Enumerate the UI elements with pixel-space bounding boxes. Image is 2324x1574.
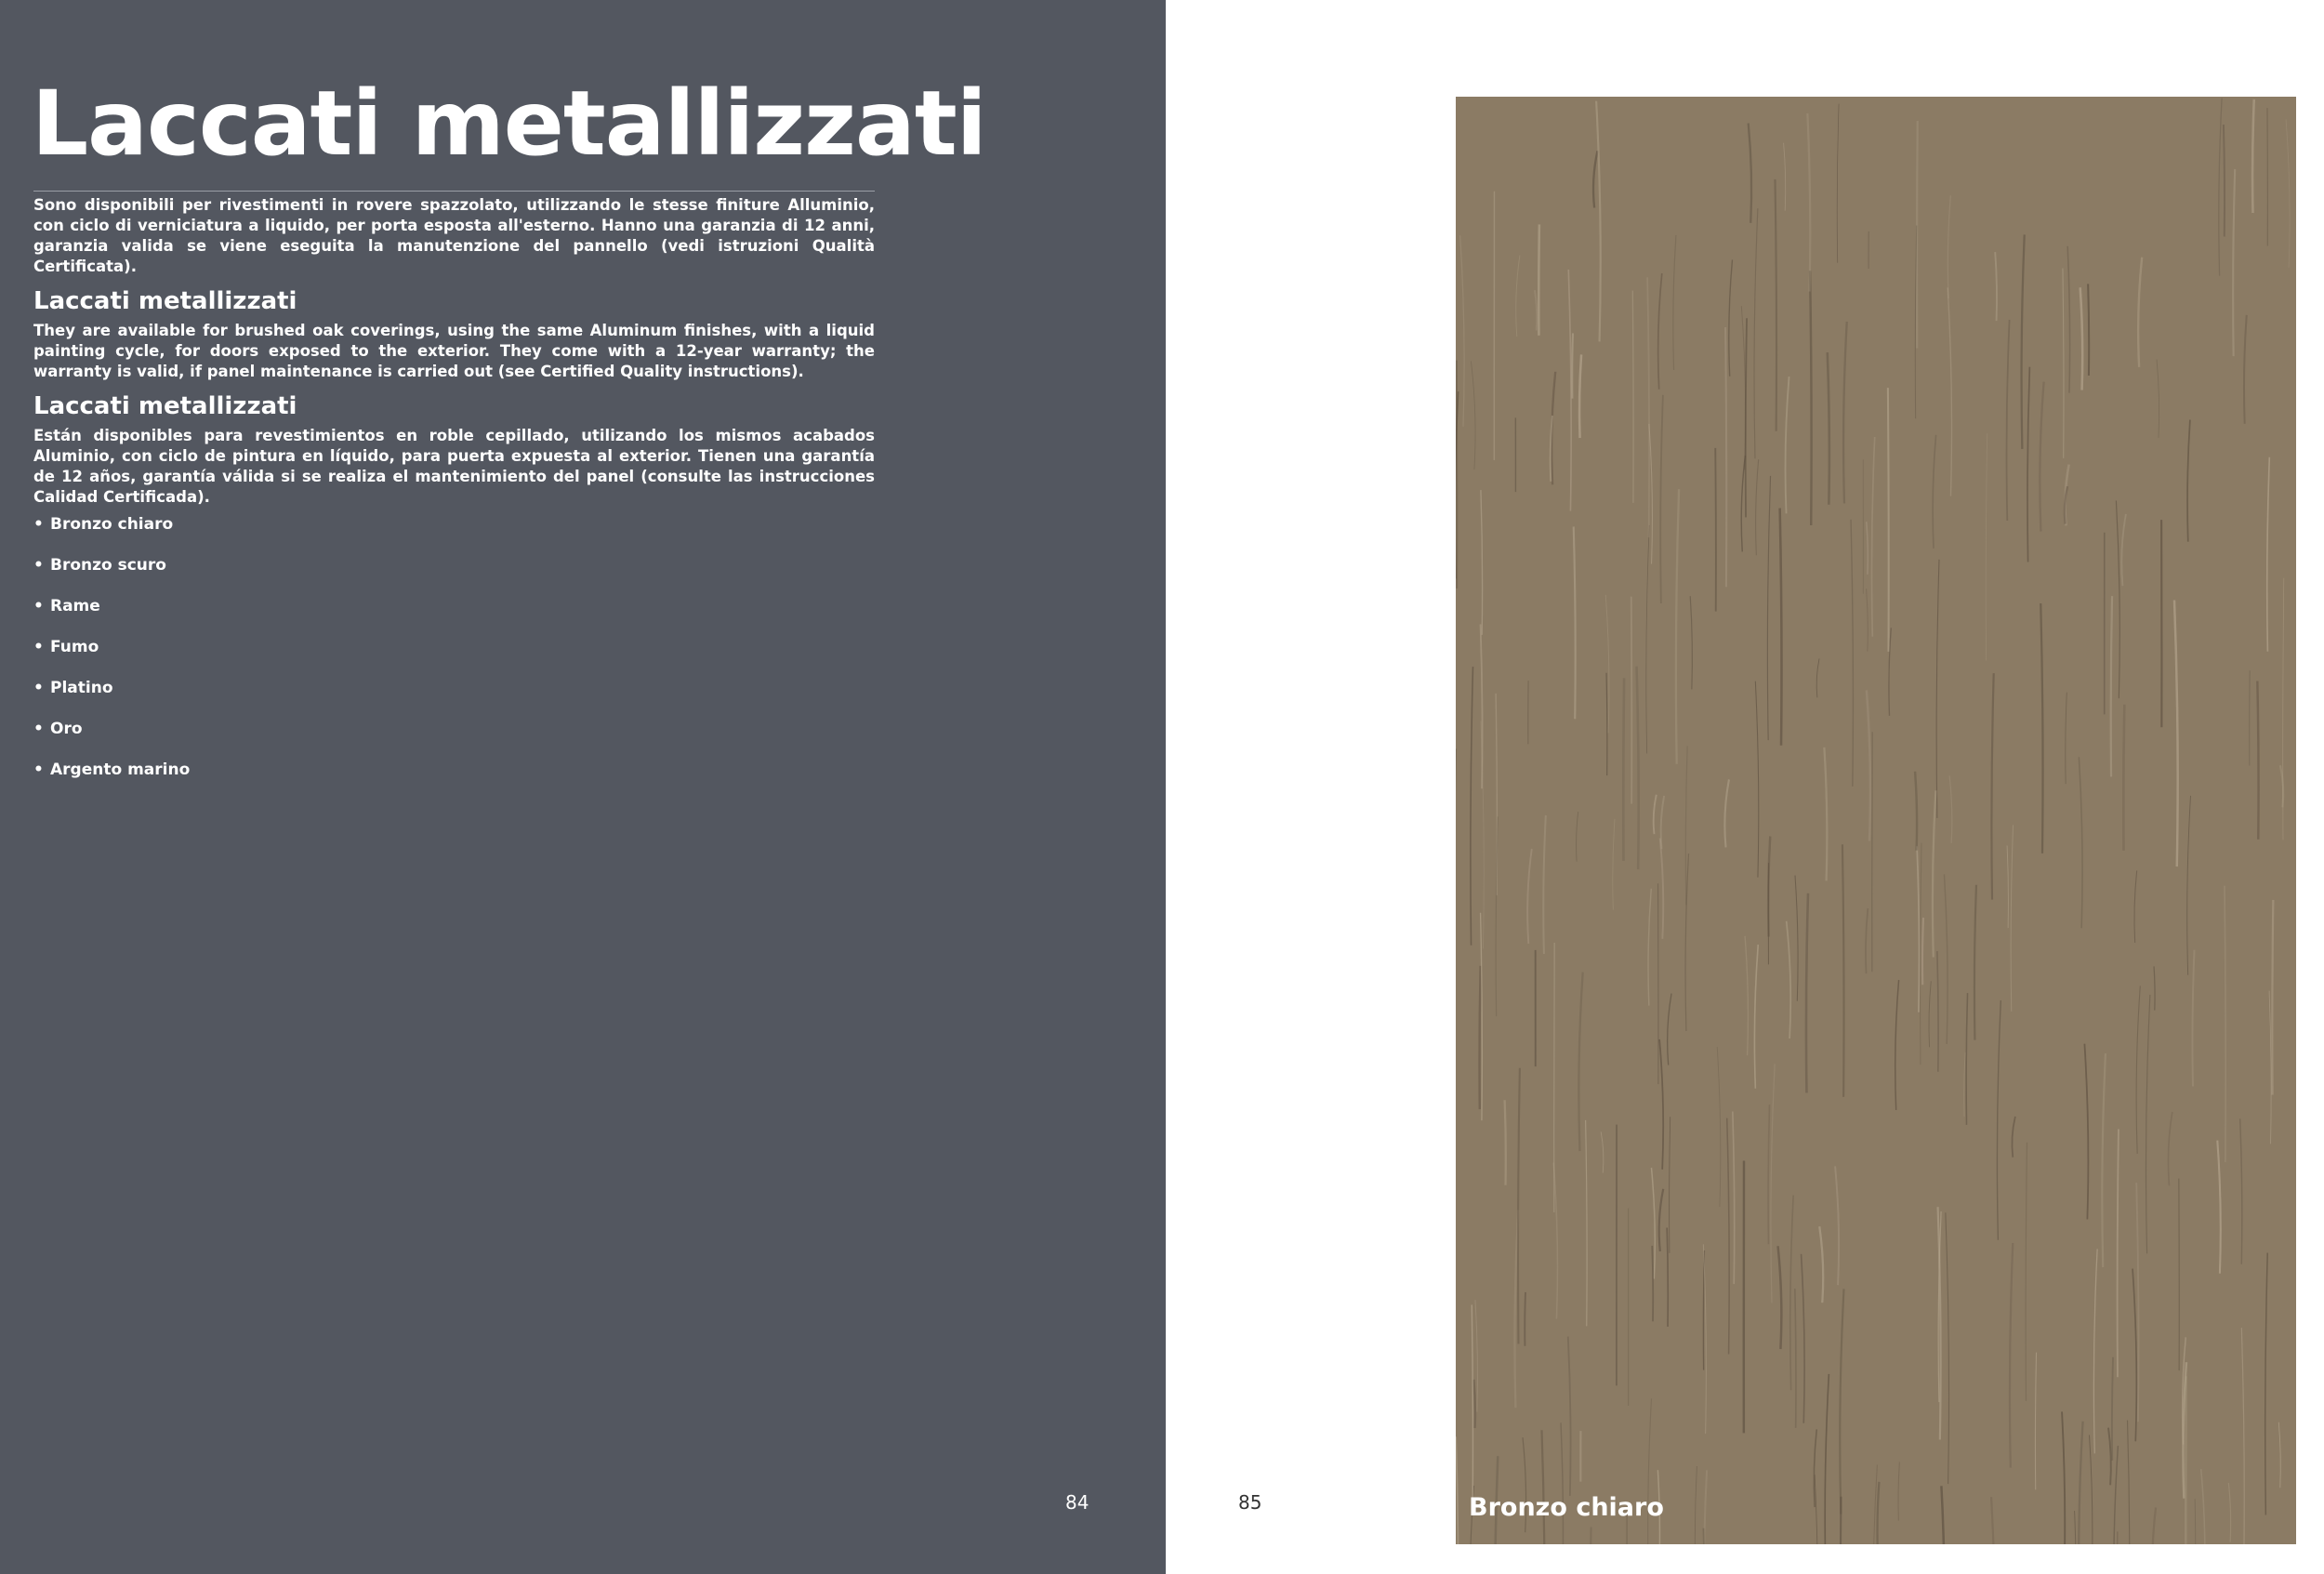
grain-streak [1471, 667, 1473, 946]
grain-streak [1786, 377, 1789, 513]
grain-streak [2067, 246, 2069, 393]
grain-streak [1516, 256, 1520, 337]
grain-streak [2040, 382, 2043, 532]
grain-streak [1667, 1228, 1668, 1327]
grain-streak [1933, 435, 1935, 549]
grain-streak [1946, 1212, 1949, 1484]
grain-streak [1964, 1052, 1965, 1117]
bullet-icon: • [33, 515, 44, 534]
grain-streak [1767, 476, 1770, 740]
grain-streak [1933, 790, 1936, 957]
grain-streak [2217, 1141, 2220, 1274]
grain-streak [2219, 99, 2222, 276]
text-english: They are available for brushed oak coverings, using the same Aluminum finishes, with a liquid painting cycle, for doors exposed to the exterior. They come with a 12-year warranty; the warranty is valid, if panel maintenance is carried out (see Certified Quality instructions). [33, 322, 875, 380]
grain-streak [2244, 315, 2247, 424]
grain-streak [1661, 796, 1665, 849]
grain-streak [1929, 981, 1931, 1047]
grain-streak [1806, 893, 1808, 1093]
grain-streak [2075, 1511, 2076, 1544]
grain-streak [1561, 1422, 1563, 1544]
grain-streak [1810, 271, 1812, 525]
grain-streak [1690, 596, 1692, 689]
grain-streak [1725, 327, 1726, 587]
grain-streak [1867, 690, 1870, 840]
grain-streak [1991, 673, 1993, 900]
grain-streak [1936, 560, 1939, 818]
list-item [33, 757, 190, 798]
grain-streak [2195, 1499, 2196, 1544]
grain-streak [1518, 1068, 1520, 1344]
text-spanish: Están disponibles para revestimientos en roble cepillado, utilizando los mismos acabados Aluminio, con ciclo de pintura en líquido, para puerta expuesta al exterior. Tienen una garantía de 12 años, garantía válida si se realiza el mantenimiento del panel (consulte las instrucciones Calidad Certificada). [33, 427, 875, 506]
grain-streak [1802, 1254, 1805, 1423]
grain-streak [1578, 972, 1582, 1151]
grain-streak [1632, 291, 1633, 503]
heading-english: Laccati metallizzati [33, 287, 297, 315]
grain-streak [1949, 775, 1952, 843]
grain-streak [1572, 333, 1573, 398]
grain-streak [1784, 143, 1786, 211]
grain-streak [2108, 1428, 2111, 1486]
grain-streak [1543, 815, 1546, 954]
grain-streak [1790, 1196, 1793, 1391]
grain-streak [1535, 290, 1537, 330]
grain-streak [2241, 1328, 2244, 1544]
grain-streak [1828, 352, 1829, 505]
grain-streak [2134, 870, 2137, 943]
wood-grain-texture [1456, 97, 2296, 1544]
grain-streak [1749, 123, 1751, 222]
grain-streak [2118, 1129, 2119, 1377]
page-title: Laccati metallizzati [32, 72, 986, 176]
grain-streak [1668, 994, 1671, 1065]
grain-streak [1986, 433, 1987, 660]
grain-streak [2022, 234, 2025, 449]
grain-streak [1596, 101, 1601, 342]
grain-streak [1837, 104, 1839, 263]
grain-streak [2257, 681, 2258, 839]
grain-streak [1851, 520, 1853, 787]
grain-streak [1888, 388, 1889, 652]
bullet-icon: • [33, 556, 44, 575]
grain-streak [2079, 1422, 2082, 1544]
grain-streak [2192, 950, 2194, 1087]
heading-spanish: Laccati metallizzati [33, 392, 297, 420]
grain-streak [2187, 796, 2191, 975]
grain-streak [2265, 1253, 2268, 1515]
grain-streak [1795, 1289, 1796, 1428]
grain-streak [1496, 816, 1498, 1016]
finish-label: Bronzo chiaro [50, 515, 174, 534]
grain-streak [1481, 490, 1483, 635]
grain-streak [2011, 825, 2013, 1012]
grain-streak [2121, 514, 2126, 586]
grain-streak [1755, 681, 1758, 878]
grain-streak [1816, 658, 1819, 697]
grain-streak [2116, 500, 2119, 698]
grain-streak [1966, 993, 1967, 1125]
list-item [33, 552, 190, 593]
grain-streak [2012, 1117, 2014, 1157]
grain-streak [1780, 509, 1782, 746]
grain-streak [1715, 448, 1716, 612]
grain-streak [2136, 985, 2140, 1153]
grain-streak [2089, 1435, 2092, 1544]
grain-streak [1768, 1104, 1769, 1244]
grain-streak [1754, 945, 1758, 1089]
grain-streak [1895, 980, 1899, 1110]
grain-streak [2128, 1421, 2130, 1544]
bullet-icon: • [33, 761, 44, 779]
grain-streak [1717, 1047, 1721, 1207]
description-block [33, 195, 875, 508]
grain-streak [1867, 589, 1868, 651]
grain-streak [2138, 258, 2142, 367]
grain-streak [2112, 1357, 2113, 1461]
grain-streak [1473, 1380, 1475, 1428]
grain-streak [2027, 367, 2029, 562]
grain-streak [2063, 269, 2064, 458]
grain-streak [2269, 991, 2271, 1144]
grain-streak [1647, 277, 1649, 537]
grain-streak [1601, 1131, 1604, 1172]
grain-streak [1695, 1466, 1697, 1544]
grain-streak [2153, 1507, 2157, 1544]
grain-streak [2179, 1179, 2180, 1370]
list-item [33, 716, 190, 757]
grain-streak [2114, 1446, 2119, 1544]
grain-streak [2010, 1243, 2013, 1468]
grain-streak [1771, 1064, 1775, 1303]
grain-streak [1606, 673, 1607, 775]
grain-streak [2201, 1469, 2205, 1544]
grain-streak [2286, 119, 2290, 268]
grain-streak [1840, 1289, 1843, 1514]
grain-streak [2233, 169, 2235, 356]
bullet-icon: • [33, 720, 44, 738]
grain-streak [1658, 273, 1662, 390]
page-number-right: 85 [1238, 1491, 1262, 1514]
grain-streak [1623, 678, 1624, 861]
grain-streak [1724, 779, 1729, 847]
bullet-icon: • [33, 638, 44, 656]
grain-streak [1646, 525, 1649, 754]
title-divider [33, 191, 875, 192]
grain-streak [2026, 1143, 2027, 1401]
grain-streak [2111, 596, 2112, 776]
grain-streak [1741, 456, 1745, 551]
grain-streak [1568, 270, 1571, 511]
grain-streak [1867, 522, 1868, 575]
grain-streak [1527, 849, 1532, 944]
grain-streak [1787, 921, 1791, 1038]
grain-streak [2267, 457, 2270, 652]
list-item [33, 634, 190, 675]
grain-streak [1917, 121, 1918, 348]
grain-streak [1915, 772, 1917, 851]
grain-streak [1835, 1166, 1839, 1285]
page-number-left: 84 [1065, 1491, 1089, 1514]
grain-streak [1871, 437, 1874, 637]
grain-streak [2088, 284, 2089, 376]
grain-streak [1481, 624, 1483, 788]
grain-streak [1660, 839, 1664, 939]
grain-streak [2007, 846, 2008, 929]
grain-streak [1568, 1337, 1571, 1496]
grain-streak [2224, 125, 2225, 237]
grain-streak [1586, 1120, 1587, 1326]
grain-streak [1676, 489, 1679, 764]
swatch-caption: Bronzo chiaro [1469, 1493, 1664, 1522]
grain-streak [2040, 603, 2042, 853]
grain-streak [2272, 900, 2273, 1095]
grain-streak [1746, 318, 1747, 517]
grain-streak [1631, 597, 1632, 804]
grain-streak [2079, 757, 2082, 928]
grain-streak [1659, 1189, 1664, 1251]
finish-list [33, 511, 190, 798]
list-item [33, 511, 190, 552]
grain-streak [1825, 1374, 1829, 1544]
finish-label: Bronzo scuro [50, 556, 166, 575]
grain-streak [1778, 1246, 1782, 1349]
grain-streak [1995, 252, 1997, 321]
grain-streak [1937, 951, 1938, 1072]
grain-streak [1795, 876, 1798, 1001]
grain-streak [1480, 966, 1481, 1109]
grain-streak [1542, 1430, 1545, 1544]
grain-streak [1807, 113, 1810, 291]
grain-streak [2035, 1353, 2036, 1490]
intro-italian: Sono disponibili per rivestimenti in rovere spazzolato, utilizzando le stesse finiture Alluminio, con ciclo di verniciatura a liquido, per porta esposta all'esterno. Hanno una garanzia di 12 anni, garanzia valida se viene eseguita la manutenzione del pannello (vedi istruzioni Qualità Certificata). [33, 196, 875, 275]
list-item [33, 593, 190, 634]
finish-label: Oro [50, 720, 83, 738]
grain-streak [1593, 151, 1597, 207]
grain-streak [2157, 360, 2159, 438]
grain-streak [1824, 747, 1827, 881]
grain-streak [1456, 1436, 1458, 1544]
grain-streak [2084, 1044, 2088, 1220]
grain-streak [1505, 1100, 1506, 1185]
grain-streak [1948, 195, 1950, 298]
grain-streak [1756, 459, 1759, 555]
grain-streak [1733, 1112, 1735, 1285]
grain-streak [1941, 1486, 1944, 1544]
grain-streak [1754, 208, 1758, 458]
grain-streak [2278, 1422, 2280, 1488]
grain-streak [2228, 1483, 2230, 1542]
finish-label: Platino [50, 679, 113, 697]
grain-streak [1729, 259, 1733, 376]
grain-streak [1574, 526, 1576, 719]
grain-streak [2174, 600, 2178, 866]
grain-streak [2080, 287, 2082, 390]
grain-streak [1727, 1118, 1729, 1355]
grain-streak [1654, 795, 1657, 834]
grain-streak [2252, 99, 2254, 213]
finish-label: Rame [50, 597, 100, 615]
grain-streak [2007, 320, 2010, 521]
grain-streak [1898, 1462, 1899, 1520]
grain-streak [2168, 1112, 2172, 1185]
grain-streak [1648, 889, 1651, 1006]
grain-streak [1948, 287, 1951, 496]
grain-streak [1637, 667, 1639, 869]
grain-streak [1745, 936, 1748, 1055]
grain-streak [1843, 322, 1847, 504]
grain-streak [2123, 705, 2124, 851]
grain-streak [1815, 1475, 1817, 1544]
grain-streak [1471, 361, 1475, 470]
grain-streak [2146, 995, 2149, 1253]
finish-label: Fumo [50, 638, 99, 656]
grain-streak [2066, 693, 2067, 785]
grain-streak [2133, 1269, 2136, 1442]
grain-streak [1673, 235, 1676, 370]
grain-streak [1944, 874, 1948, 1044]
bullet-icon: • [33, 597, 44, 615]
grain-streak [1659, 1039, 1663, 1170]
grain-streak [1538, 224, 1539, 335]
grain-streak [1842, 844, 1844, 1097]
grain-streak [1866, 908, 1868, 973]
grain-streak [1917, 846, 1919, 1012]
grain-streak [2062, 1411, 2065, 1544]
finish-label: Argento marino [50, 761, 191, 779]
right-page [1166, 0, 2324, 1574]
grain-streak [1579, 354, 1581, 438]
grain-streak [1652, 1246, 1653, 1321]
grain-streak [2240, 1118, 2242, 1263]
grain-streak [1460, 235, 1464, 427]
grain-streak [1991, 1497, 1995, 1544]
grain-streak [1613, 819, 1615, 910]
list-item [33, 675, 190, 716]
grain-streak [1660, 395, 1663, 603]
grain-streak [2102, 1053, 2106, 1267]
grain-streak [1775, 179, 1776, 431]
grain-streak [2187, 420, 2190, 542]
bullet-icon: • [33, 679, 44, 697]
finish-swatch-image [1456, 97, 2296, 1544]
grain-streak [1577, 812, 1578, 862]
grain-streak [1878, 1482, 1880, 1544]
grain-streak [2154, 966, 2155, 1010]
grain-streak [1997, 1000, 2000, 1240]
grain-streak [1819, 1226, 1823, 1303]
grain-streak [1974, 885, 1976, 1040]
grain-streak [1922, 918, 1923, 985]
grain-streak [2093, 1249, 2097, 1453]
grain-streak [1648, 1398, 1652, 1544]
